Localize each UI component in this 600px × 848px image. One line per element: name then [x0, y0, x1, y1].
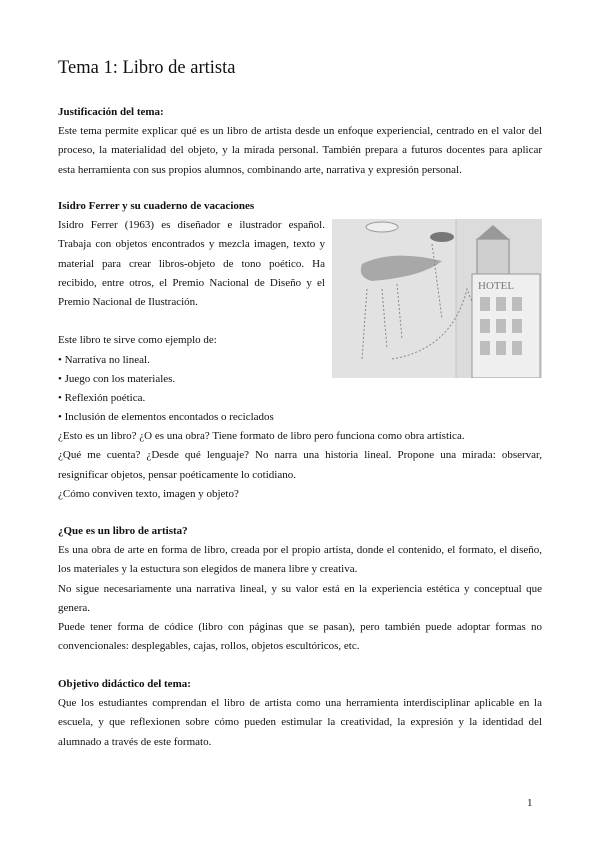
page-number: 1	[527, 797, 533, 809]
bullet-item: • Reflexión poética.	[58, 391, 146, 404]
paragraph-line: Premio Nacional de Ilustración.	[58, 295, 198, 308]
hotel-sign: HOTEL	[478, 280, 515, 292]
paragraph-line: Que los estudiantes comprendan el libro de artista como una herramienta interdisciplinar aplicable en la	[58, 697, 542, 710]
paragraph-line: alumnado a través de este formato.	[58, 735, 212, 748]
section-justificacion	[58, 103, 542, 180]
paragraph-line: recibido, entre otros, el Premio Nacional de Diseño y el	[58, 276, 325, 289]
section-objetivo	[58, 675, 542, 752]
paragraph-line: Es una obra de arte en forma de libro, creada por el propio artista, donde el contenido, el formato, el diseño,	[58, 544, 542, 557]
section-isidro-questions	[58, 408, 542, 504]
paragraph-line: Este tema permite explicar qué es un libro de artista desde un enfoque experiencial, centrado en el valor del	[58, 125, 542, 138]
paragraph-line: Puede tener forma de códice (libro con páginas que se pasan), pero también puede adoptar formas no	[58, 620, 542, 633]
section-heading: Justificación del tema:	[58, 106, 164, 118]
book-illustration	[332, 219, 542, 378]
section-heading: Isidro Ferrer y su cuaderno de vacaciones	[58, 200, 255, 212]
paragraph-line: genera.	[58, 601, 91, 614]
paragraph-line: ¿Esto es un libro? ¿O es una obra? Tiene formato de libro pero funciona como obra artística.	[58, 430, 465, 443]
section-que-es	[58, 522, 542, 656]
section-heading: ¿Que es un libro de artista?	[58, 525, 188, 537]
paragraph-line: resignificar objetos, pensar poéticamente lo cotidiano.	[58, 468, 296, 481]
paragraph-line: proceso, la materialidad del objeto, y la mirada personal. También prepara a futuros docentes para aplicar	[58, 144, 542, 157]
book-photo	[332, 219, 542, 378]
bullet-item: • Inclusión de elementos encontados o reciclados	[58, 411, 274, 423]
paragraph-line: esta herramienta con sus propios alumnos, combinando arte, narrativa y expresión personal.	[58, 163, 462, 176]
bullet-item: • Narrativa no lineal.	[58, 353, 150, 366]
paragraph-line: ¿Qué me cuenta? ¿Desde qué lenguaje? No narra una historia lineal. Propone una mirada: observar,	[58, 449, 542, 462]
paragraph-line: los materiales y la estuctura son elegidos de manera libre y creativa.	[58, 563, 358, 576]
paragraph-line: material para crear libros-objeto de tono poético. Ha	[58, 257, 325, 270]
paragraph-line: ¿Cómo conviven texto, imagen y objeto?	[58, 487, 239, 500]
paragraph-line: convencionales: desplegables, cajas, rollos, objetos escultóricos, etc.	[58, 640, 360, 653]
section-heading: Objetivo didáctico del tema:	[58, 678, 191, 690]
bullet-item: • Juego con los materiales.	[58, 372, 176, 385]
example-intro: Este libro te sirve como ejemplo de:	[58, 334, 217, 347]
paragraph-line: Isidro Ferrer (1963) es diseñador e ilustrador español.	[58, 219, 325, 232]
section-isidro-intro	[58, 197, 325, 408]
page-title: Tema 1: Libro de artista	[58, 58, 236, 78]
paragraph-line: escuela, y que reflexionen sobre cómo pueden estimular la creatividad, la expresión y la identidad del	[58, 716, 542, 729]
paragraph-line: Trabaja con objetos encontrados y mezcla imagen, texto y	[58, 238, 325, 251]
paragraph-line: No sigue necesariamente una narrativa lineal, y su valor está en la experiencia estética y conceptual que	[58, 582, 542, 595]
